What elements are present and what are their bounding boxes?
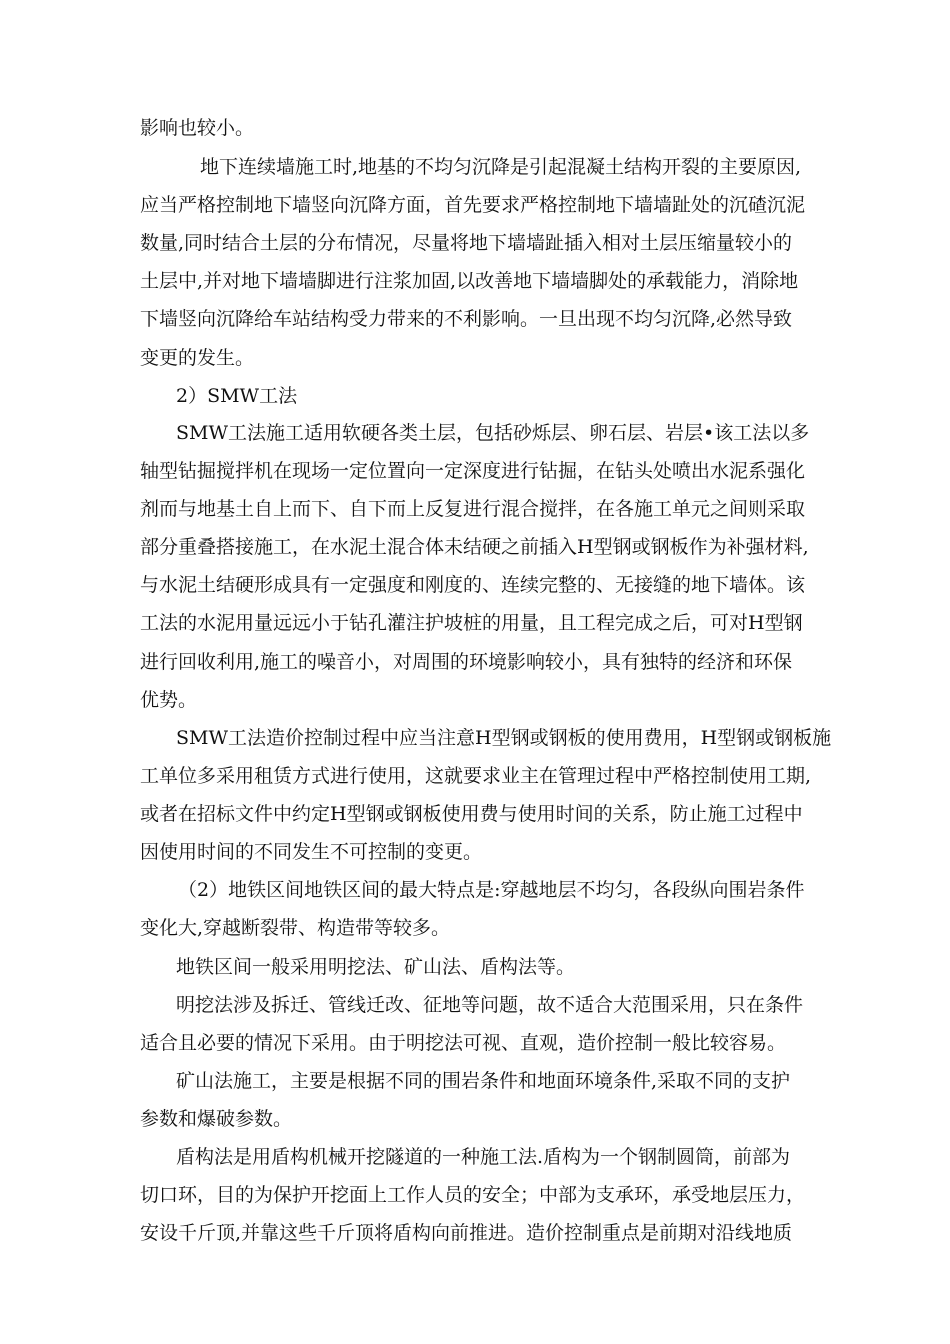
section-heading-subway-section: （2）地铁区间地铁区间的最大特点是:穿越地层不均匀，各段纵向围岩条件: [178, 879, 805, 901]
text-line-16: 优势。: [140, 689, 198, 711]
text-line-7: 变更的发生。: [140, 347, 255, 369]
text-line-13: 与水泥土结硬形成具有一定强度和刚度的、连续完整的、无接缝的地下墙体。该: [140, 574, 806, 596]
text-line-26: 矿山法施工，主要是根据不同的围岩条件和地面环境条件,采取不同的支护: [176, 1070, 791, 1092]
text-line-17: SMW工法造价控制过程中应当注意H型钢或钢板的使用费用，H型钢或钢板施: [176, 727, 832, 749]
text-line-29: 切口环，目的为保护开挖面上工作人员的安全；中部为支承环，承受地层压力，: [140, 1184, 806, 1206]
text-line-4: 数量,同时结合土层的分布情况，尽量将地下墙墙趾插入相对土层压缩量较小的: [140, 232, 793, 254]
text-line-6: 下墙竖向沉降给车站结构受力带来的不利影响。一旦出现不均匀沉降,必然导致: [140, 308, 793, 330]
text-line-30: 安设千斤顶,并靠这些千斤顶将盾构向前推进。造价控制重点是前期对沿线地质: [140, 1222, 793, 1244]
text-line-12: 部分重叠搭接施工，在水泥土混合体未结硬之前插入H型钢或钢板作为补强材料,: [140, 536, 809, 558]
text-line-14: 工法的水泥用量远远小于钻孔灌注护坡桩的用量，且工程完成之后，可对H型钢: [140, 612, 803, 634]
text-line-10: 轴型钻掘搅拌机在现场一定位置向一定深度进行钻掘，在钻头处喷出水泥系强化: [140, 460, 806, 482]
text-line-1: 影响也较小。: [140, 117, 255, 139]
text-line-25: 适合且必要的情况下采用。由于明挖法可视、直观，造价控制一般比较容易。: [140, 1032, 787, 1054]
text-line-18: 工单位多采用租赁方式进行使用，这就要求业主在管理过程中严格控制使用工期,: [140, 765, 812, 787]
text-line-15: 进行回收利用,施工的噪音小，对周围的环境影响较小，具有独特的经济和环保: [140, 651, 793, 673]
text-line-27: 参数和爆破参数。: [140, 1108, 293, 1130]
text-line-28: 盾构法是用盾构机械开挖隧道的一种施工法.盾构为一个钢制圆筒，前部为: [176, 1146, 791, 1168]
text-line-22: 变化大,穿越断裂带、构造带等较多。: [140, 917, 451, 939]
text-line-3: 应当严格控制地下墙竖向沉降方面，首先要求严格控制地下墙墙趾处的沉碴沉泥: [140, 194, 806, 216]
text-line-11: 剂而与地基土自上而下、自下而上反复进行混合搅拌，在各施工单元之间则采取: [140, 498, 806, 520]
text-line-24: 明挖法涉及拆迁、管线迁改、征地等问题，故不适合大范围采用，只在条件: [176, 994, 804, 1016]
text-line-23: 地铁区间一般采用明挖法、矿山法、盾构法等。: [176, 956, 576, 978]
text-line-5: 土层中,并对地下墙墙脚进行注浆加固,以改善地下墙墙脚处的承载能力，消除地: [140, 270, 799, 292]
text-line-19: 或者在招标文件中约定H型钢或钢板使用费与使用时间的关系，防止施工过程中: [140, 803, 803, 825]
text-line-9: SMW工法施工适用软硬各类土层，包括砂烁层、卵石层、岩层•该工法以多: [176, 422, 810, 444]
text-line-20: 因使用时间的不同发生不可控制的变更。: [140, 841, 483, 863]
section-heading-smw: 2）SMW工法: [176, 385, 298, 407]
text-line-2: 地下连续墙施工时,地基的不均匀沉降是引起混凝土结构开裂的主要原因,: [200, 156, 802, 178]
